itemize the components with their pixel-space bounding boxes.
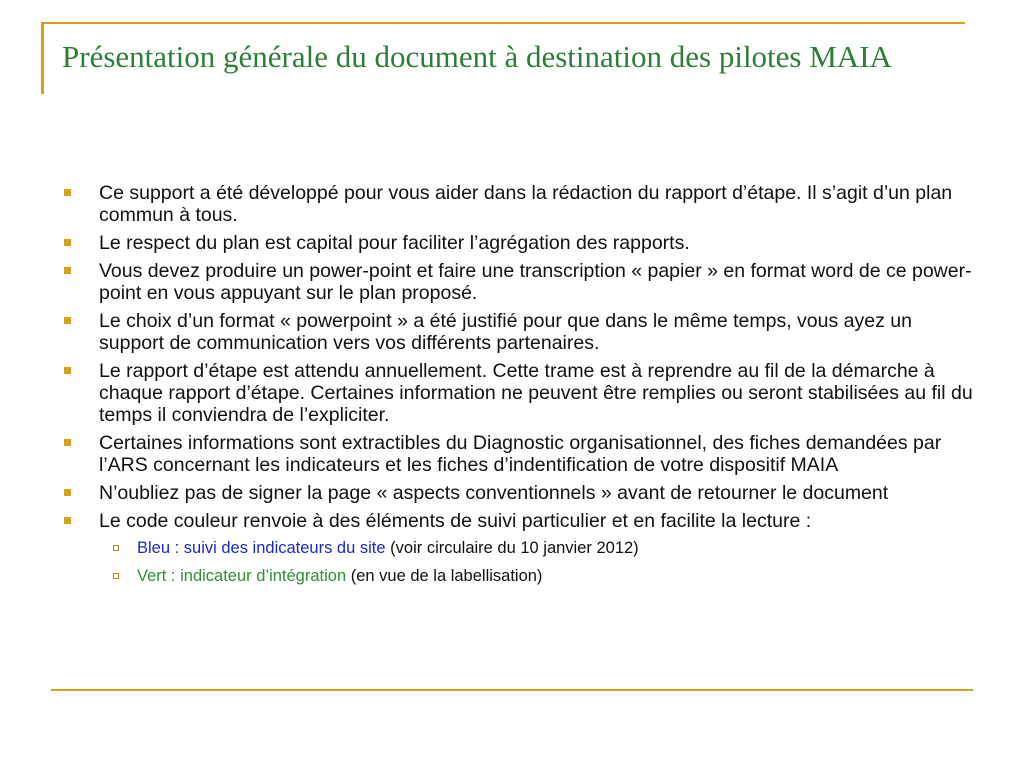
- green-code-label: Vert : indicateur d’intégration: [137, 567, 347, 585]
- bullet-text: N’oubliez pas de signer la page « aspects conventionnels » avant de retourner le document: [99, 482, 889, 504]
- square-bullet-icon: [64, 239, 71, 246]
- bullet-text: Le respect du plan est capital pour faciliter l’agrégation des rapports.: [99, 232, 690, 254]
- hollow-square-bullet-icon: [113, 573, 119, 579]
- blue-code-label: Bleu : suivi des indicateurs du site: [137, 539, 386, 557]
- bullet-text: Vous devez produire un power-point et faire une transcription « papier » en format word de ce power-point en vous appuyant sur le plan proposé.: [99, 260, 972, 304]
- square-bullet-icon: [64, 189, 71, 196]
- square-bullet-icon: [64, 489, 71, 496]
- green-code-note: (en vue de la labellisation): [346, 567, 543, 585]
- bullet-text: Ce support a été développé pour vous aider dans la rédaction du rapport d’étape. Il s’agit d’un plan commun à tous.: [99, 182, 953, 226]
- square-bullet-icon: [64, 367, 71, 374]
- color-code-sub-list: [99, 538, 974, 586]
- bullet-text: Le choix d’un format « powerpoint » a été justifié pour que dans le même temps, vous ayez un support de communication vers vos différents partenaires.: [99, 310, 912, 354]
- square-bullet-icon: [64, 439, 71, 446]
- title-accent-vertical-line: [41, 22, 44, 94]
- bullet-text: Le code couleur renvoie à des éléments de suivi particulier et en facilite la lecture :: [99, 510, 812, 532]
- bullet-item: [62, 310, 974, 354]
- hollow-square-bullet-icon: [113, 545, 119, 551]
- sub-bullet-item-blue: [99, 538, 974, 558]
- square-bullet-icon: [64, 267, 71, 274]
- footer-accent-line: [51, 689, 973, 691]
- bullet-item: [62, 232, 974, 254]
- bullet-text: Le rapport d’étape est attendu annuellement. Cette trame est à reprendre au fil de la démarche à chaque rapport d’étape. Certaines information ne peuvent être remplies ou seront stabilisées au fil du temps il conviendra de l’expliciter.: [99, 360, 973, 426]
- square-bullet-icon: [64, 517, 71, 524]
- bullet-list: [62, 182, 974, 594]
- bullet-item: [62, 182, 974, 226]
- sub-bullet-item-green: [99, 566, 974, 586]
- title-accent-horizontal-line: [41, 22, 965, 24]
- square-bullet-icon: [64, 317, 71, 324]
- slide-title: Présentation générale du document à destination des pilotes MAIA: [62, 39, 892, 74]
- blue-code-note: (voir circulaire du 10 janvier 2012): [385, 539, 639, 557]
- bullet-item: [62, 482, 974, 504]
- bullet-item: [62, 260, 974, 304]
- bullet-item: [62, 432, 974, 476]
- bullet-text: Certaines informations sont extractibles du Diagnostic organisationnel, des fiches demandées par l’ARS concernant les indicateurs et les fiches d’indentification de votre dispositif MAIA: [99, 432, 942, 476]
- bullet-item: [62, 510, 974, 586]
- bullet-item: [62, 360, 974, 426]
